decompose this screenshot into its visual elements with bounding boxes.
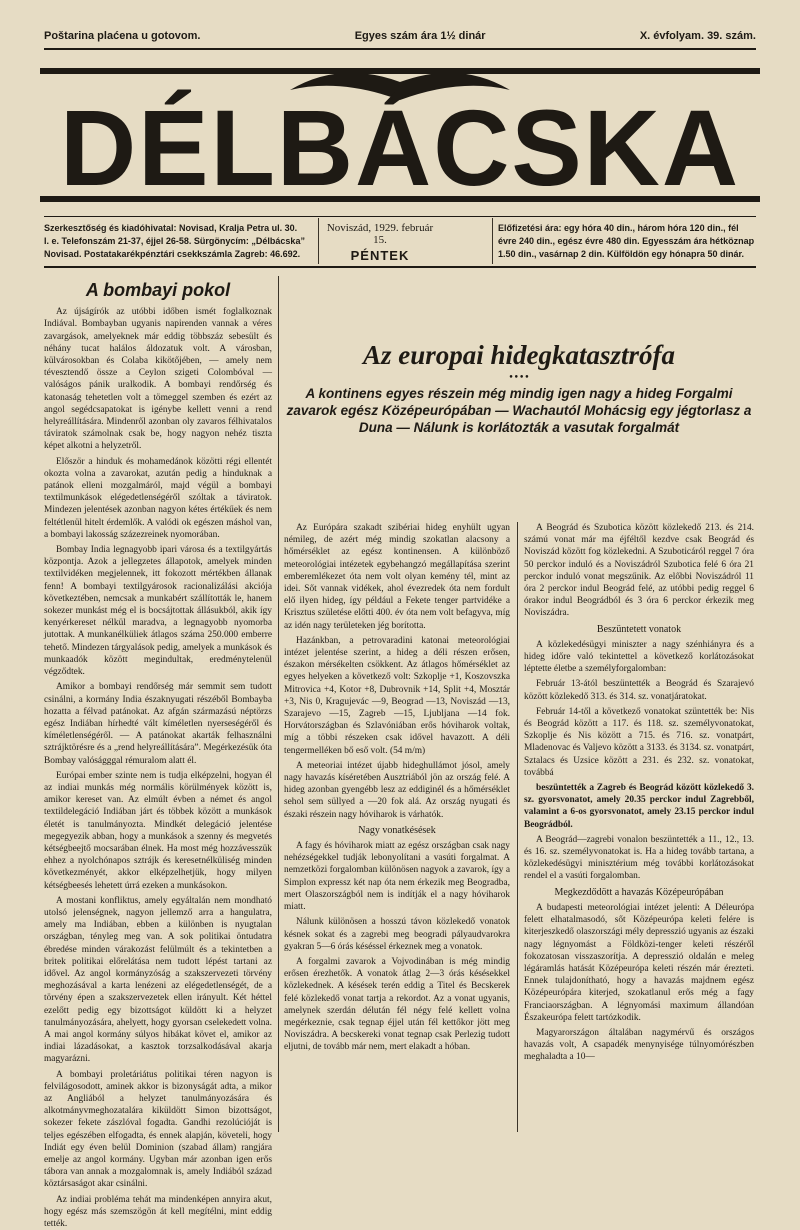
subscription-line: Előfizetési ára: egy hóra 40 din., három hóra 120 din., fél <box>498 223 739 233</box>
masthead <box>40 60 760 210</box>
separator-dots: •••• <box>508 373 530 383</box>
paragraph: A Beográd—zagrebi vonalon beszüntették a 11., 12., 13. és 16. sz. személyvonatokat is. Ha a hideg tovább tartana, a közlekedésügyi minisztérium még további korlátozásokat rendel el a vasúti forgalomban. <box>524 834 754 882</box>
paragraph: beszüntették a Zagreb és Beográd között közlekedő 3. sz. gyorsvonatot, amely 20.35 perckor indul Zagrebből, valamint a 6-os gyorsvonatot, amely 23.15 perckor indul Beográdból. <box>524 783 754 830</box>
paragraph: A közlekedésügyi miniszter a nagy szénhiányra és a hideg időre való tekintettel a következő korlátozásokat léptette életbe a személyforgalomban: <box>524 639 754 675</box>
column-divider <box>278 276 279 1132</box>
paragraph: Nálunk különösen a hosszú távon közlekedő vonatok késnek sokat és a zagrebi meg beogradi pályaudvarokra gyakran 5—6 órás késéssel érkeznek meg a vonatok. <box>284 917 510 952</box>
postage-note: Poštarina plaćena u gotovom. <box>44 30 201 42</box>
paragraph: A Beográd és Szubotica között közlekedő 213. és 214. számú vonat már ma éjféltől kezdve csak Beográd és Noviszád között fog közlekedni. A Szuboticáról reggel 7 óra 50 perckor induló és a Noviszádról Szubotica felé 6 óra 21 perckor induló vonat megszűnik. Az előbbi Noviszádról 11 óra 2 perckor indul Beográd felé, az utóbbi pedig reggel 6 órakor indul Beográdból és 3 óra 6 perckor érkezik meg Noviszádra. <box>524 523 754 619</box>
paragraph: A fagy és hóviharok miatt az egész országban csak nagy nehézségekkel tudják lebonyolítani a vasúti forgalmat. A nemzetközi forgalomban különösen nagyok a zavarok, így a Simplon expressz két nap óta nem érkezik meg Beogradba, mert Olaszországból nem is indítják el a nagy hóviharok miatt. <box>284 841 510 913</box>
publisher-line: Novisad. Postatakarékpénztári csekkszámla Zagreb: 46.692. <box>44 249 301 259</box>
main-article-title: Az europai hidegkatasztrófa <box>362 340 676 370</box>
paragraph: A mostani konfliktus, amely egyáltalán nem mondható utolsó jelenségnek, nagyon jellemző arra a hangulatra, amely ma Indiában, ebben a különben is nyugtalan országban, tényleg meg van. A sok politikai öntudatra ébredése minden várakozást felülmúlt és a tekintetben a britek politikai előrelátása nem tudott lépést tartani az idővel. Az angol kormányzóság a szakszervezeti törvény meghozásával a karta lenézeni az elégedetlenségét, de a törvény épen a szakszervezetek ellen irányult. Két héttel ezelőtt pedig egy bizottságot küldött ki a helyzet tanulmányozására, ahelyett, hogy gyorsan cselekedett volna. A mai angol kormány súlyos hibákat követ el, amikor az indiai lázadásokat, a kasztok torzsalkodásával akarja magyarázni. <box>44 895 272 1065</box>
main-article-column-1 <box>284 522 510 1132</box>
section-heading: Nagy vonatkésések <box>358 824 436 836</box>
issue-day: PÉNTEK <box>350 248 410 263</box>
left-article-title: A bombayi pokol <box>85 280 231 300</box>
subscription-info <box>498 222 758 261</box>
paragraph: Az újságírók az utóbbi időben ismét foglalkoznak Indiával. Bombayban ugyanis napirenden vannak a véres zavargások, amelyeknek már eddig többszáz sebesült és néhány tucat halálos áldozatuk volt. A városban, külvárosokban és Colaba kikötőjében, — amely nem tévesztendő össze a Ceylon szigeti Colombóval — valóságos pánik uralkodik. A bombayi rendőrség és katonaság tehetetlen volt a tömeggel szemben és ezért az angol segédcsapatokat is igénybe kellett venni a rend helyreállítására. Mindenről azonban oly zavaros félhivatalos táviratok számolnak csak be, hogy nagyon nehéz tiszta képet alkotni a helyzetről. <box>44 307 272 452</box>
publisher-line: I. e. Telefonszám 21-37, éjjel 26-58. Sürgönycím: „Délbácska” <box>44 236 305 246</box>
publisher-line: Szerkesztőség és kiadóhivatal: Novisad, Kralja Petra ul. 30. <box>44 223 298 233</box>
paragraph: Február 14-től a következő vonatokat szüntették be: Nis és Beográd között a 117. és 118. sz. személyvonatokat, Szkoplje és Nis között a 715. és 716. sz. vonatpárt, Mladenovac és Valjevo között a 3133. és 3134. sz. vonatpárt, Sztalacs és Uzsice között a 231. és 232. sz. vonatokat, továbbá <box>524 706 754 778</box>
paragraph: A meteoriai intézet újabb hideghullámot jósol, amely nagy havazás kíséretében Ausztriából jön az ország felé. A hideg azonban gyengébb lesz az eddiginél és a hőmérséklet sehol sem süllyed a —20 fok alá. Az ország nyugati és északi részein nagy hóviharok is várhatók. <box>284 760 510 820</box>
paragraph: Hazánkban, a petrovaradini katonai meteorológiai intézet jelentése szerint, a hideg a déli részen erősen, északon mérsékelten csökkent. Az átlagos hőmérséklet az egyes helyeken a következő volt: Szkoplje +1, Koszovszka Mitrovica +4, Kotor +8, Dubrovnik +14, Split +4, Mosztár +3, Nis 0, Kragujevác —9, Beograd —13, Noviszád —13, Szarajevo —15, Zagreb —15, Ljubljana —14 fok. Horvátországban és Szlavóniában erős hóviharok voltak, míg a többi részeken csak idővel havazott. A déli tengermelléken bő eső volt. (54 m/m) <box>284 635 510 756</box>
divider <box>318 218 319 264</box>
masthead-title: DÉLBÁCSKA <box>60 87 740 208</box>
main-article-header <box>284 340 754 436</box>
top-rule <box>44 48 756 50</box>
paragraph: Az Európára szakadt szibériai hideg enyhült ugyan némileg, de azért még mindig szokatlan alacsony a hőmérséklet az egész kontinensen. A különböző meteorológiai intézetek egybehangzó megállapítása szerint emberemlékezet óta nem volt olyan kemény tél, mint az idei. Sőt vannak vidékek, ahol évezredek óta nem fordult elő ilyen hideg, így például a Fekete tenger partvidéke a Krisztus születése előtti 400. év óta nem volt befagyva, míg az idén nagy területeken jég borította. <box>284 523 510 631</box>
paragraph: Amikor a bombayi rendőrség már semmit sem tudott csinálni, a kormány India északnyugati részéből Bombayba hozatta a félvad patánokat. Az afgán származású néptörzs egész Indiában hírhedté vált kíméletlen nyerseségéről és kíméletlenségéről. — A patánokat akarták felhasználni sztrájktörésre és a „rend helyreállítására”. Megérkezésük óta Bombay valóságggal rémuralom alatt él. <box>44 682 272 766</box>
subscription-line: évre 240 din., egész évre 480 din. Egyesszám ára hétköznap <box>498 236 755 246</box>
issue-date: Noviszád, 1929. február 15. <box>326 222 434 246</box>
section-heading: Beszüntetett vonatok <box>596 623 682 635</box>
paragraph: Az indiai probléma tehát ma mindenképen annyira akut, hogy egész más szemszögön át kell megítélni, mint eddig tették. <box>44 1194 272 1230</box>
main-article-column-2 <box>524 522 754 1132</box>
issue-number: X. évfolyam. 39. szám. <box>639 30 756 42</box>
top-bar <box>44 30 756 46</box>
paragraph: Bombay India legnagyobb ipari városa és a textilgyártás központja. Azok a jellegzetes állapotok, amelyek minden textilvidéken megjelennek, itt fokozott mértékben állanak fenn! A bombayi textilgyárosok racionalizálási akciója következtében, nemcsak a munkabért szállították le, hanem sokezer munkást még el is bocsájtottak állásukból, akik így kenyérkereset nélkül maradva, a legnagyobb nyomorba jutottak. A munkanélküliek átlagos száma 250.000 emberre tehető. Mindezen tárgyalások pedig, amelyek a munkások és munkaadók között megindultak, eredménytelenül végződtek. <box>44 545 272 678</box>
price-note: Egyes szám ára 1½ dinár <box>354 30 486 42</box>
date-box <box>325 222 435 263</box>
left-article <box>44 276 272 1230</box>
publisher-info <box>44 222 314 261</box>
paragraph: A budapesti meteorológiai intézet jelenti: A Déleurópa felett elhatalmasodó, sőt Középeurópa keleti felére is kiterjeszkedő olaszországi mély depresszió ugyanis az északi nagy légnyomást a Földközi-tenger keleti részéről fokozatosan visszaszorítja. A depresszió oldalán e meleg légáramlás hatását Középeurópa keleti részén már érezteti. Ennek tulajdonítható, hogy a havazás majdnem egész Középeurópára kiterjed, szokatlanul erős még a fagy Franciaországban. A légnyomási maximum állandóan Északeurópa felett tartózkodik. <box>524 902 754 1023</box>
paragraph: A bombayi proletáriátus politikai téren nagyon is felvilágosodott, aminek akkor is bizonyságát adta, a mikor az Angliából a helyzet tanulmányozására és alkotmányvmeghozatalára kiküldött Simon bizottságot, sokezer fekete zászlóval fogadta. Gandhi rezolúcióját is teljes egészében elfogadta, és ennek alapján, követeli, hogy Indiát egy éven belül Dominion (szabad állam) rangjára emelje az angol kormány. Ugyban már azonban igen erős tábora van annak a mozgalomnak is, amely Indiából század köztársaságot akar csinálni. <box>44 1069 272 1190</box>
info-rule-top <box>44 216 756 217</box>
divider <box>492 218 493 264</box>
main-article-subtitle: A kontinens egyes részein még mindig igen nagy a hideg Forgalmi zavarok egész Középeurópában — Wachautól Mohácsig egy jégtorlasz a Duna — Nálunk is korlátozták a vasutak forgalmát <box>286 386 752 435</box>
paragraph: Először a hinduk és mohamedánok közötti régi ellentét okozta volna a zavarokat, azután pedig a hinduknak a patánok elleni mozgalmáról, majd végül a bombayi textilmunkások elégedetlenségéről szóltak a táviratok. Mindezen jelentések azonban nagyon kétes értékűek és nem feltétlenül hitelt érdemlők. A valódi ok egészen máshol van, a bombayi lakosság százezreinek nyomorában. <box>44 456 272 540</box>
paragraph: Magyarországon általában nagymérvű és országos havazás volt, A csapadék menynyisége túlnyomórészben meghaladta a 10— <box>524 1027 754 1063</box>
paragraph: Európai ember szinte nem is tudja elképzelni, hogyan él az indiai munkás még normális körülmények között is, amikor kereset van. Az elmúlt évben a német és angol textildelegáció Indiában járt és többek között a munkások életét is tanulmányozta. Mindkét delegáció jelentése megegyezik abban, hogy a munkások a szenny és megvetés kétségbeejtő mocsarában élnek. Ha most még hozzávesszük ehhez a nyolchónapos sztrájk és keresetnélküliség minden következményét, akkor elképzelhetjük, hogy milyen kétségbeesés lehetett úrrá ezeken a munkásokon. <box>44 770 272 891</box>
info-rule-bottom <box>44 266 756 268</box>
paragraph: Február 13-ától beszüntették a Beográd és Szarajevó között közlekedő 313. és 314. sz. vonatjáratokat. <box>524 679 754 702</box>
column-divider <box>517 522 518 1132</box>
subscription-line: 1.50 din., vasárnap 2 din. Külföldön egy hónapra 50 dinár. <box>498 249 745 259</box>
section-heading: Megkezdődött a havazás Középeurópában <box>554 886 724 898</box>
paragraph: A forgalmi zavarok a Vojvodinában is még mindig erősen érezhetők. A vonatok átlag 2—3 órás késésekkel közlekednek. A késések terén eddig a Titel és Becskerek felé közlekedő vonat tartja a rekordot. Az a vonat ugyanis, amelynek szerdán délután fél négy felé kellett volna megérkeznie, csak tegnap éjjel után fél kettőkor jött meg Noviszádra. A becskereki vonat tegnap csak Perlezig tudott eljutni, de tovább már nem, mert elakadt a hóban. <box>284 956 510 1053</box>
